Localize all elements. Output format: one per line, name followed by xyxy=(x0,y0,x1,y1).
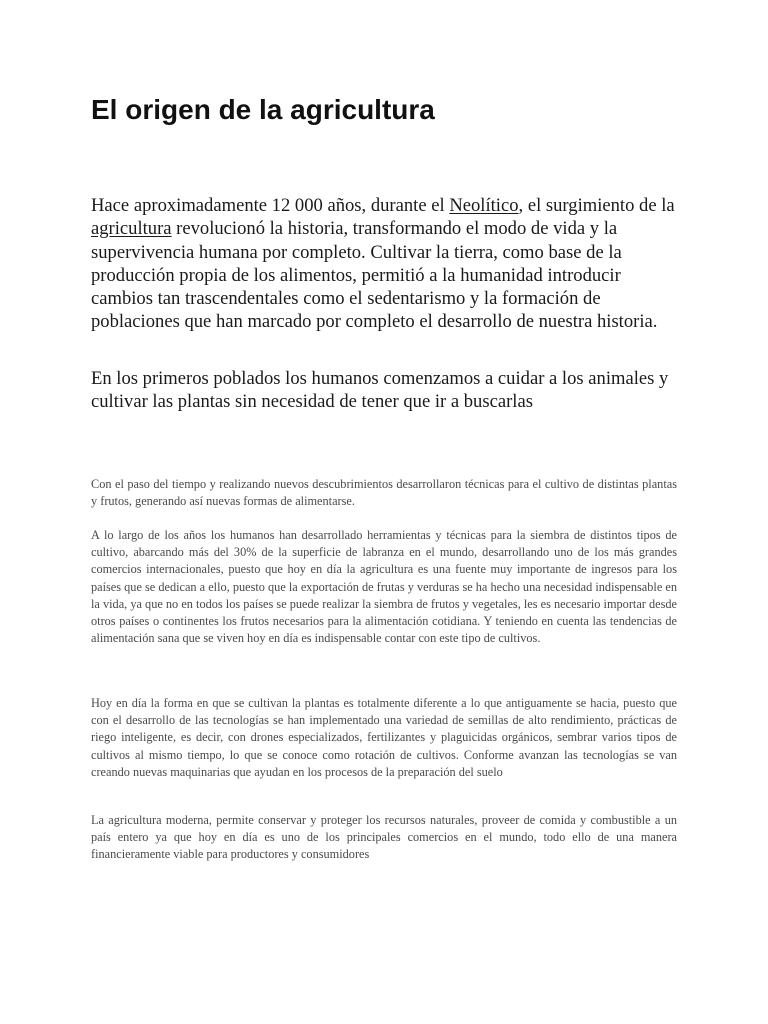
body-paragraph-4: La agricultura moderna, permite conservar y proteger los recursos naturales, proveer de comida y combustible a un país entero ya que hoy en día es uno de los principales comercios en el mundo, todo ello de una manera financieramente viable para productores y consumidores xyxy=(91,813,677,862)
intro-text-3: revolucionó la historia, transformando el modo de vida y la supervivencia humana por completo. Cultivar la tierra, como base de la producción propia de los alimentos, permitió a la humanidad introducir cambios tan trascendentales como el sedentarismo y la formación de poblaciones que han marcado por completo el desarrollo de nuestra historia. xyxy=(91,218,658,333)
body-paragraph-2: A lo largo de los años los humanos han desarrollado herramientas y técnicas para la siembra de distintos tipos de cultivo, abarcando más del 30% de la superficie de labranza en el mundo, desarrollando uno de los más grandes comercios internacionales, puesto que hoy en día la agricultura es una fuente muy importante de ingresos para los países que se dedican a ello, puesto que la exportación de frutas y verduras se ha hecho una necesidad indispensable en la vida, ya que no en todos los países se puede realizar la siembra de frutos y vegetales, les es necesario importar desde otros países o continentes los frutos necesarios para la alimentación cotidiana. Y teniendo en cuenta las tendencias de alimentación sana que se viven hoy en día es indispensable contar con este tipo de cultivos. xyxy=(91,528,677,646)
intro-paragraph-1 xyxy=(91,194,681,334)
intro-text-2: , el surgimiento de la xyxy=(518,195,675,216)
body-paragraph-1: Con el paso del tiempo y realizando nuevos descubrimientos desarrollaron técnicas para el cultivo de distintas plantas y frutos, generando así nuevas formas de alimentarse. xyxy=(91,477,677,509)
intro-paragraph-2: En los primeros poblados los humanos comenzamos a cuidar a los animales y cultivar las plantas sin necesidad de tener que ir a buscarlas xyxy=(91,368,669,413)
page-title: El origen de la agricultura xyxy=(91,94,435,125)
intro-text-1: Hace aproximadamente 12 000 años, durante el xyxy=(91,195,450,216)
agricultura-link[interactable]: agricultura xyxy=(91,218,172,240)
body-paragraph-3: Hoy en día la forma en que se cultivan la plantas es totalmente diferente a lo que antiguamente se hacia, puesto que con el desarrollo de las tecnologías se han implementado una variedad de semillas de alto rendimiento, prácticas de riego inteligente, es decir, con drones especializados, fertilizantes y plaguicidas orgánicos, sembrar varios tipos de cultivos al mismo tiempo, lo que se conoce como rotación de cultivos. Conforme avanzan las tecnologías se van creando nuevas maquinarias que ayudan en los procesos de la preparación del suelo xyxy=(91,696,677,779)
neolitico-link[interactable]: Neolítico xyxy=(449,195,519,216)
